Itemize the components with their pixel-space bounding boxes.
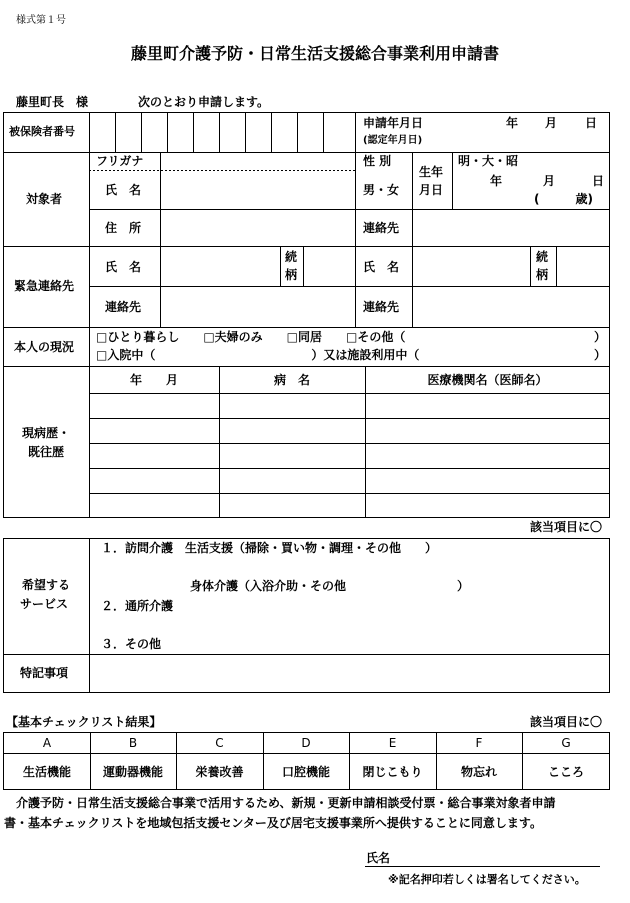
mark-note: 該当項目に〇 (530, 520, 603, 534)
form-number: 様式第１号 (16, 15, 66, 26)
apply-date-day: 日 (585, 116, 598, 130)
emergency-label: 緊急連絡先 (14, 279, 75, 293)
gender-options: 男・女 (363, 183, 400, 197)
service-item2: ２．通所介護 (101, 599, 174, 613)
age-field: ( 歳) (534, 192, 593, 206)
checklist-item-b: 運動器機能 (102, 765, 163, 779)
history-col-disease: 病 名 (273, 373, 310, 387)
insured-number-label: 被保険者番号 (9, 125, 75, 138)
checklist-note: 該当項目に〇 (530, 715, 603, 729)
checklist-item-c: 栄養改善 (195, 765, 244, 779)
checklist-letter-g: G (561, 736, 571, 750)
service-label-2: サービス (20, 597, 69, 611)
furigana-label: フリガナ (96, 154, 144, 168)
birth-label-1: 生年 (419, 165, 444, 179)
emergency-rel2-b: 柄 (536, 268, 549, 282)
apply-date-sub: (認定年月日) (363, 135, 423, 146)
checklist-item-e: 閉じこもり (362, 765, 423, 779)
gender-label: 性 別 (363, 154, 392, 168)
history-label-2: 既往歴 (28, 445, 65, 459)
subject-contact-label: 連絡先 (363, 221, 400, 235)
service-item1b: 身体介護（入浴介助・その他 (190, 579, 347, 593)
subject-label: 対象者 (26, 192, 63, 206)
birth-day: 日 (592, 174, 605, 188)
birth-eras: 明・大・昭 (458, 154, 519, 168)
checklist-letter-a: A (42, 736, 52, 750)
emergency-name2-label: 氏 名 (363, 260, 400, 274)
address-label: 住 所 (105, 221, 142, 235)
checklist-letter-e: E (388, 736, 397, 750)
status-row1: □ひとり暮らし □夫婦のみ □同居 □その他（ (96, 330, 406, 344)
service-item1b-close: ） (457, 579, 470, 593)
apply-date-year: 年 (506, 116, 519, 130)
emergency-rel1-a: 続 (285, 250, 298, 264)
page-title: 藤里町介護予防・日常生活支援総合事業利用申請書 (130, 44, 499, 63)
history-col-facility: 医療機関名（医師名） (427, 373, 548, 387)
checklist-letter-d: D (301, 736, 311, 750)
checklist-item-d: 口腔機能 (281, 765, 330, 779)
status-row2-close: ） (594, 348, 607, 362)
checklist-letter-b: B (128, 736, 138, 750)
apply-date-month: 月 (545, 116, 558, 130)
signature-note: ※記名押印若しくは署名してください。 (388, 873, 586, 886)
service-item3: ３．その他 (101, 637, 162, 651)
status-label: 本人の現況 (14, 340, 75, 354)
name-label: 氏 名 (105, 183, 142, 197)
signature-label: 氏名 (366, 851, 391, 865)
history-label-1: 現病歴・ (22, 426, 71, 440)
service-item1: １．訪問介護 生活支援（掃除・買い物・調理・その他 ） (101, 541, 438, 555)
status-row2: □入院中（ ）又は施設利用中（ (96, 348, 420, 362)
status-row1-close: ） (594, 330, 607, 344)
checklist-title: 【基本チェックリスト結果】 (6, 715, 162, 729)
emergency-rel2-a: 続 (536, 250, 549, 264)
emergency-name1-label: 氏 名 (105, 260, 142, 274)
addressee: 藤里町長 様 (16, 95, 89, 109)
birth-year: 年 (490, 174, 503, 188)
checklist-item-g: こころ (547, 765, 584, 779)
emergency-contact2-label: 連絡先 (363, 300, 400, 314)
checklist-letter-f: F (475, 736, 483, 750)
history-col-date: 年 月 (129, 373, 178, 387)
checklist-item-f: 物忘れ (460, 765, 497, 779)
consent-text-1: 介護予防・日常生活支援総合事業で活用するため、新規・更新申請相談受付票・総合事業対象者申請 (4, 796, 556, 810)
birth-month: 月 (543, 174, 556, 188)
birth-label-2: 月日 (419, 183, 444, 197)
apply-date-label: 申請年月日 (363, 116, 424, 130)
emergency-contact1-label: 連絡先 (105, 300, 142, 314)
special-label: 特記事項 (20, 666, 69, 680)
consent-text-2: 書・基本チェックリストを地域包括支援センター及び居宅支援事業所へ提供することに同意します。 (4, 816, 542, 830)
emergency-rel1-b: 柄 (285, 268, 298, 282)
request-text: 次のとおり申請します。 (138, 95, 270, 109)
checklist-item-a: 生活機能 (22, 765, 71, 779)
service-label-1: 希望する (22, 578, 71, 592)
checklist-letter-c: C (215, 736, 224, 750)
